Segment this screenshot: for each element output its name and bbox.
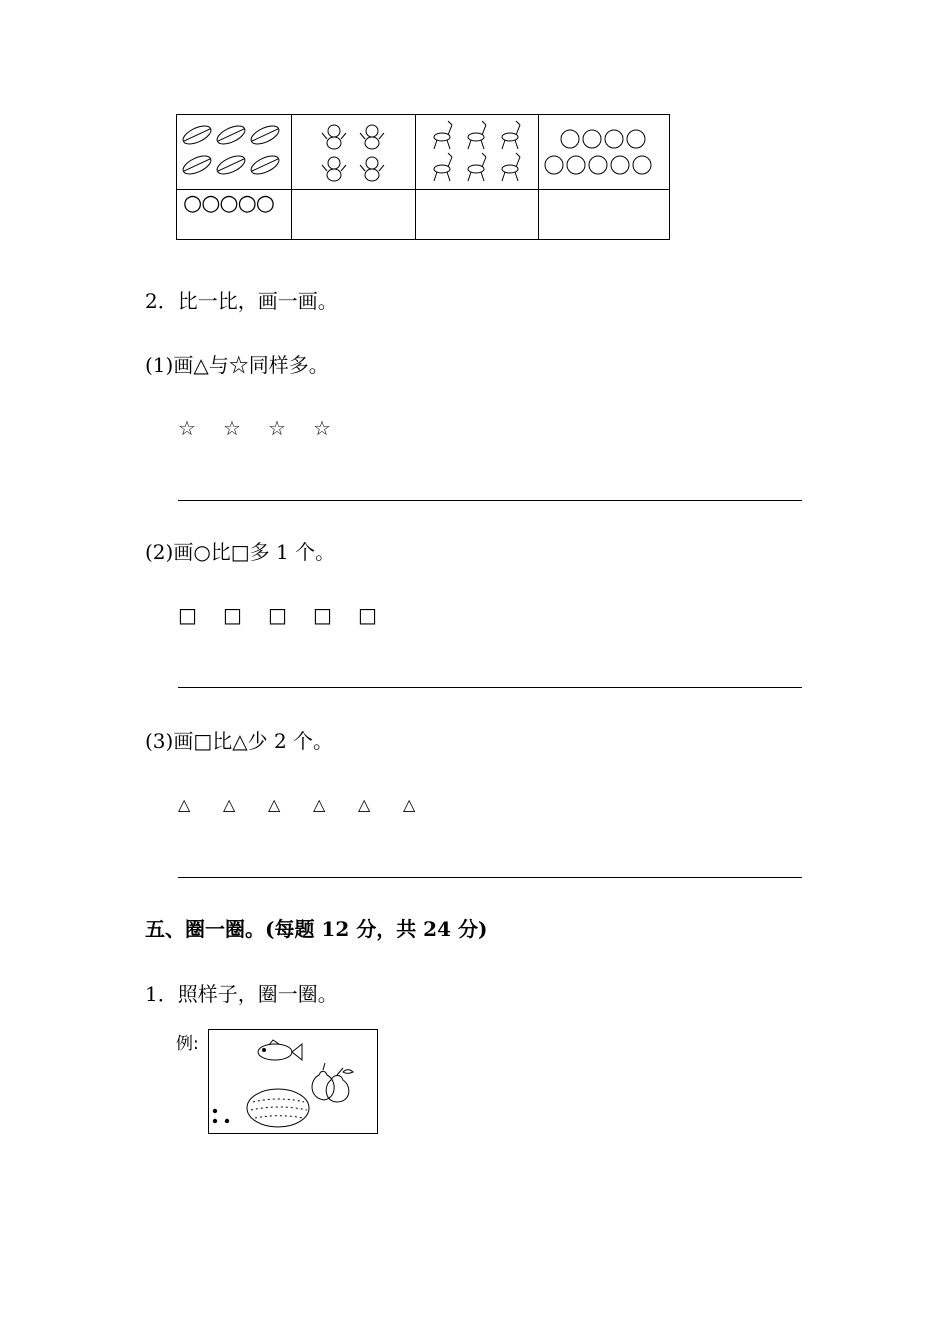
answer-cell-deer[interactable] xyxy=(416,190,539,240)
answer-line-1[interactable] xyxy=(178,500,802,501)
triangle-row xyxy=(178,793,448,817)
square-icon: □ xyxy=(268,603,287,627)
deer-icon xyxy=(424,119,530,185)
q2-part1-label: (1)画△与☆同样多。 xyxy=(145,353,329,377)
monkey-icon xyxy=(314,119,394,185)
star-icon: ☆ xyxy=(313,416,331,440)
square-row xyxy=(178,603,403,627)
answer-cell-monkeys[interactable] xyxy=(291,190,415,240)
leaves-cell xyxy=(177,115,292,190)
star-row xyxy=(178,416,358,440)
fish-icon xyxy=(258,1040,302,1060)
square-icon: □ xyxy=(358,603,377,627)
section5-heading: 五、圈一圈。(每题 12 分，共 24 分) xyxy=(145,917,488,941)
answer-cell-leaves[interactable] xyxy=(177,190,292,240)
counting-table xyxy=(176,114,670,240)
q2-part2-label: (2)画○比□多 1 个。 xyxy=(145,540,336,564)
square-icon: □ xyxy=(313,603,332,627)
triangle-icon: △ xyxy=(223,795,236,814)
triangle-icon: △ xyxy=(313,795,326,814)
star-icon: ☆ xyxy=(178,416,196,440)
leaves-icon xyxy=(179,119,289,185)
answer-line-3[interactable] xyxy=(178,877,802,878)
monkeys-cell xyxy=(291,115,415,190)
section5-q1-title: 1．照样子，圈一圈。 xyxy=(145,982,338,1006)
q2-part3-label: (3)画□比△少 2 个。 xyxy=(145,729,334,753)
pear-icon xyxy=(312,1063,353,1102)
triangle-icon: △ xyxy=(358,795,371,814)
triangle-icon: △ xyxy=(268,795,281,814)
answer-line-2[interactable] xyxy=(178,687,802,688)
example-box xyxy=(208,1029,378,1134)
answer-circles: ○○○○○ xyxy=(183,191,274,216)
dots-icon xyxy=(213,1109,229,1123)
example-label: 例: xyxy=(176,1034,199,1054)
peaches-cell xyxy=(539,115,670,190)
star-icon: ☆ xyxy=(223,416,241,440)
answer-cell-peaches[interactable] xyxy=(539,190,670,240)
deer-cell xyxy=(416,115,539,190)
watermelon-icon xyxy=(247,1089,309,1127)
star-icon: ☆ xyxy=(268,416,286,440)
example-illustration xyxy=(209,1030,377,1133)
triangle-icon: △ xyxy=(403,795,416,814)
q2-title: 2．比一比，画一画。 xyxy=(145,289,338,313)
square-icon: □ xyxy=(223,603,242,627)
triangle-icon: △ xyxy=(178,795,191,814)
peach-icon xyxy=(542,119,666,185)
square-icon: □ xyxy=(178,603,197,627)
